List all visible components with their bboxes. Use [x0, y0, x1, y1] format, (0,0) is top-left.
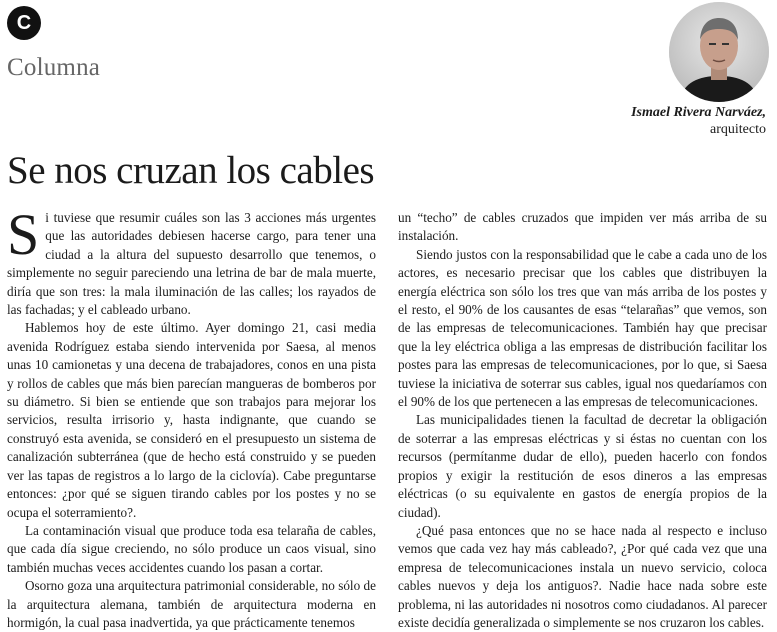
section-badge: C [7, 6, 41, 40]
author-name: Ismael Rivera Narváez, [631, 105, 766, 120]
article-paragraph: La contaminación visual que produce toda esa telaraña de cables, que cada día sigue creciendo, no sólo produce un caos visual, sino también muchas veces accidentes cuando los pasan a cortar. [7, 522, 376, 575]
article-paragraph: Las municipalidades tienen la facultad de decretar la obligación de soterrar a las empresas eléctricas y si éstas no cuentan con los recursos (permítanme dudar de ello), pueden hacerlo con fondos propios y exigir la restitución de esos dineros a las empresas eléctricas (o su equivalente en gastos de energía propios de la ciudad). [398, 412, 767, 520]
drop-cap: S [7, 202, 40, 267]
author-byline [631, 104, 766, 138]
article-paragraph: Si tuviese que resumir cuáles son las 3 acciones más urgentes que las autoridades debiesen hacerse cargo, para tener una ciudad a la altura del supuesto desarrollo que tenemos, o simplemente no seguir pareciendo una letrina de bar de mala muerte, diría que son tres: la mala iluminación de las calles; los rayados de las fachadas; y el cableado urbano. [7, 202, 376, 318]
article-paragraph: Hablemos hoy de este último. Ayer domingo 21, casi media avenida Rodríguez estaba siendo intervenida por Saesa, al menos unas 10 camionetas y una decena de trabajadores, conos en una pista y rollos de cables que más bien parecían mangueras de bomberos por su diámetro. Si bien se entiende que son trabajos para mejorar los servicios, resulta irrisorio y, hasta indignante, que cuando se construyó esta avenida, se consideró en el presupuesto un sistema de canalización subterránea (que de hecho está construido y se pueden ver las tapas de registros a lo largo de la ciclovía). Cabe preguntarse entonces: ¿por qué se siguen tirando cables por los postes y no se ocupa el soterramiento?. [7, 320, 376, 520]
article-column-left [7, 202, 376, 632]
author-role: arquitecto [710, 122, 766, 137]
article-paragraph: un “techo” de cables cruzados que impiden ver más arriba de su instalación. [398, 210, 767, 244]
article-paragraph: ¿Qué pasa entonces que no se hace nada al respecto e incluso vemos que cada vez hay más cableado?, ¿Por qué cada vez que una empresa de telecomunicaciones instala un nuevo servicio, coloca cables nuevos y deja los antiguos?. Nadie hace nada sobre este problema, ni las autoridades ni nosotros como ciudadanos. Al parecer existe decidía generalizada o simplemente se nos cruzaron los cables. [398, 522, 767, 630]
headline: Se nos cruzan los cables [7, 149, 375, 192]
article-paragraph: Siendo justos con la responsabilidad que le cabe a cada uno de los actores, es necesario precisar que los cables que distribuyen la energía eléctrica son sólo los tres que van más arriba de los postes y el resto, el 90% de los causantes de esas “telarañas” que vemos, son de las empresas de telecomunicaciones. También hay que precisar que la ley eléctrica obliga a las empresas de distribución facilitar los postes para las empresas de telecomunicaciones, por lo que, si Saesa tuviese la iniciativa de soterrar sus cables, igual nos quedaríamos con el 90% de los que pertenecen a las empresas de telecomunicaciones. [398, 246, 767, 410]
article-column-right [398, 209, 767, 632]
author-photo [669, 2, 769, 102]
section-label: Columna [7, 54, 101, 81]
article-paragraph: Osorno goza una arquitectura patrimonial considerable, no sólo de la arquitectura alemana, también de arquitectura moderna en hormigón, la cual pasa inadvertida, ya que prácticamente tenemos [7, 578, 376, 630]
